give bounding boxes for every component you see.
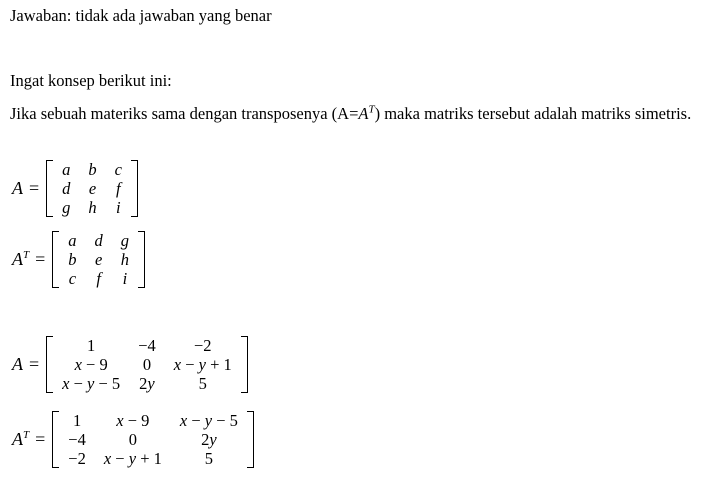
- matrix-cell: 5: [204, 449, 214, 468]
- matrix-row: [53, 374, 241, 393]
- answer-line: Jawaban: tidak ada jawaban yang benar: [10, 6, 272, 25]
- matrix-cell: a: [68, 231, 77, 250]
- right-bracket: [247, 411, 254, 468]
- left-bracket: [46, 160, 53, 217]
- matrix-name: A: [12, 249, 23, 269]
- equation-lhs: [12, 429, 29, 450]
- matrix-cell: x − 9: [74, 355, 108, 374]
- transpose-superscript: T: [23, 429, 30, 441]
- left-bracket: [46, 336, 53, 393]
- matrix-row: [53, 179, 131, 198]
- matrix-cell: 5: [198, 374, 207, 393]
- matrix-grid: [53, 160, 131, 217]
- matrix-cell: x − 9: [116, 411, 150, 430]
- matrix-row: [59, 430, 247, 449]
- matrix-cell: c: [114, 160, 122, 179]
- matrix-cell: b: [88, 160, 97, 179]
- equals-sign: =: [29, 354, 40, 374]
- matrix-cell: x − y + 1: [173, 355, 232, 374]
- matrix-cell: −4: [68, 430, 86, 449]
- matrix-cell: x − y − 5: [62, 374, 121, 393]
- equals-sign: =: [35, 249, 46, 269]
- matrix-cell: −2: [68, 449, 86, 468]
- matrix-cell: −4: [138, 336, 156, 355]
- matrix-cell: h: [88, 198, 97, 217]
- left-bracket: [52, 411, 59, 468]
- matrix-cell: 1: [72, 411, 82, 430]
- equation-lhs: [12, 178, 23, 199]
- matrix-cell: d: [62, 179, 71, 198]
- equals-sign: =: [29, 178, 40, 198]
- matrix-cell: g: [120, 231, 130, 250]
- matrix-cell: e: [88, 179, 97, 198]
- matrix-cell: b: [68, 250, 77, 269]
- matrix-cell: −2: [193, 336, 212, 355]
- concept-paragraph: [10, 101, 712, 127]
- matrix-equation-a-values: [12, 336, 248, 393]
- matrix-cell: a: [62, 160, 71, 179]
- equation-lhs: [12, 354, 23, 375]
- matrix-name: A: [12, 178, 23, 198]
- matrix-row: [59, 269, 138, 288]
- matrix-name: A: [12, 429, 23, 449]
- transpose-superscript: T: [23, 249, 30, 261]
- matrix-cell: d: [94, 231, 103, 250]
- matrix-row: [59, 250, 138, 269]
- matrix-row: [53, 198, 131, 217]
- right-bracket: [138, 231, 145, 288]
- equals-sign: =: [35, 429, 46, 449]
- matrix-row: [53, 336, 241, 355]
- matrix-cell: x − y − 5: [179, 411, 238, 430]
- matrix-cell: i: [122, 269, 128, 288]
- concept-intro-line: Ingat konsep berikut ini:: [10, 71, 172, 90]
- matrix-row: [53, 355, 241, 374]
- matrix-cell: f: [116, 179, 121, 198]
- concept-text-before: Jika sebuah materiks sama dengan transposenya (A=: [10, 104, 359, 123]
- matrix-row: [59, 449, 247, 468]
- matrix-equation-a-transpose-values: [12, 411, 254, 468]
- concept-text-after: ) maka matriks tersebut adalah matriks simetris.: [374, 104, 692, 123]
- matrix-cell: 0: [128, 430, 137, 449]
- matrix-grid: [53, 336, 241, 393]
- matrix-grid: [59, 231, 138, 288]
- matrix-row: [59, 411, 247, 430]
- matrix-equation-a-generic: [12, 160, 138, 217]
- matrix-symbol-inline: A: [358, 104, 369, 123]
- matrix-name: A: [12, 354, 23, 374]
- matrix-cell: 1: [87, 336, 96, 355]
- matrix-cell: i: [116, 198, 121, 217]
- right-bracket: [241, 336, 248, 393]
- matrix-cell: c: [68, 269, 77, 288]
- matrix-cell: f: [96, 269, 101, 288]
- matrix-row: [53, 160, 131, 179]
- equation-lhs: [12, 249, 29, 270]
- matrix-cell: 0: [142, 355, 152, 374]
- matrix-cell: 2y: [201, 430, 217, 449]
- right-bracket: [131, 160, 138, 217]
- matrix-cell: h: [120, 250, 130, 269]
- matrix-grid: [59, 411, 247, 468]
- matrix-cell: e: [94, 250, 103, 269]
- matrix-cell: x − y + 1: [103, 449, 162, 468]
- transpose-superscript-inline: T: [368, 103, 375, 116]
- left-bracket: [52, 231, 59, 288]
- matrix-cell: g: [62, 198, 71, 217]
- matrix-equation-a-transpose-generic: [12, 231, 145, 288]
- matrix-cell: 2y: [139, 374, 155, 393]
- matrix-row: [59, 231, 138, 250]
